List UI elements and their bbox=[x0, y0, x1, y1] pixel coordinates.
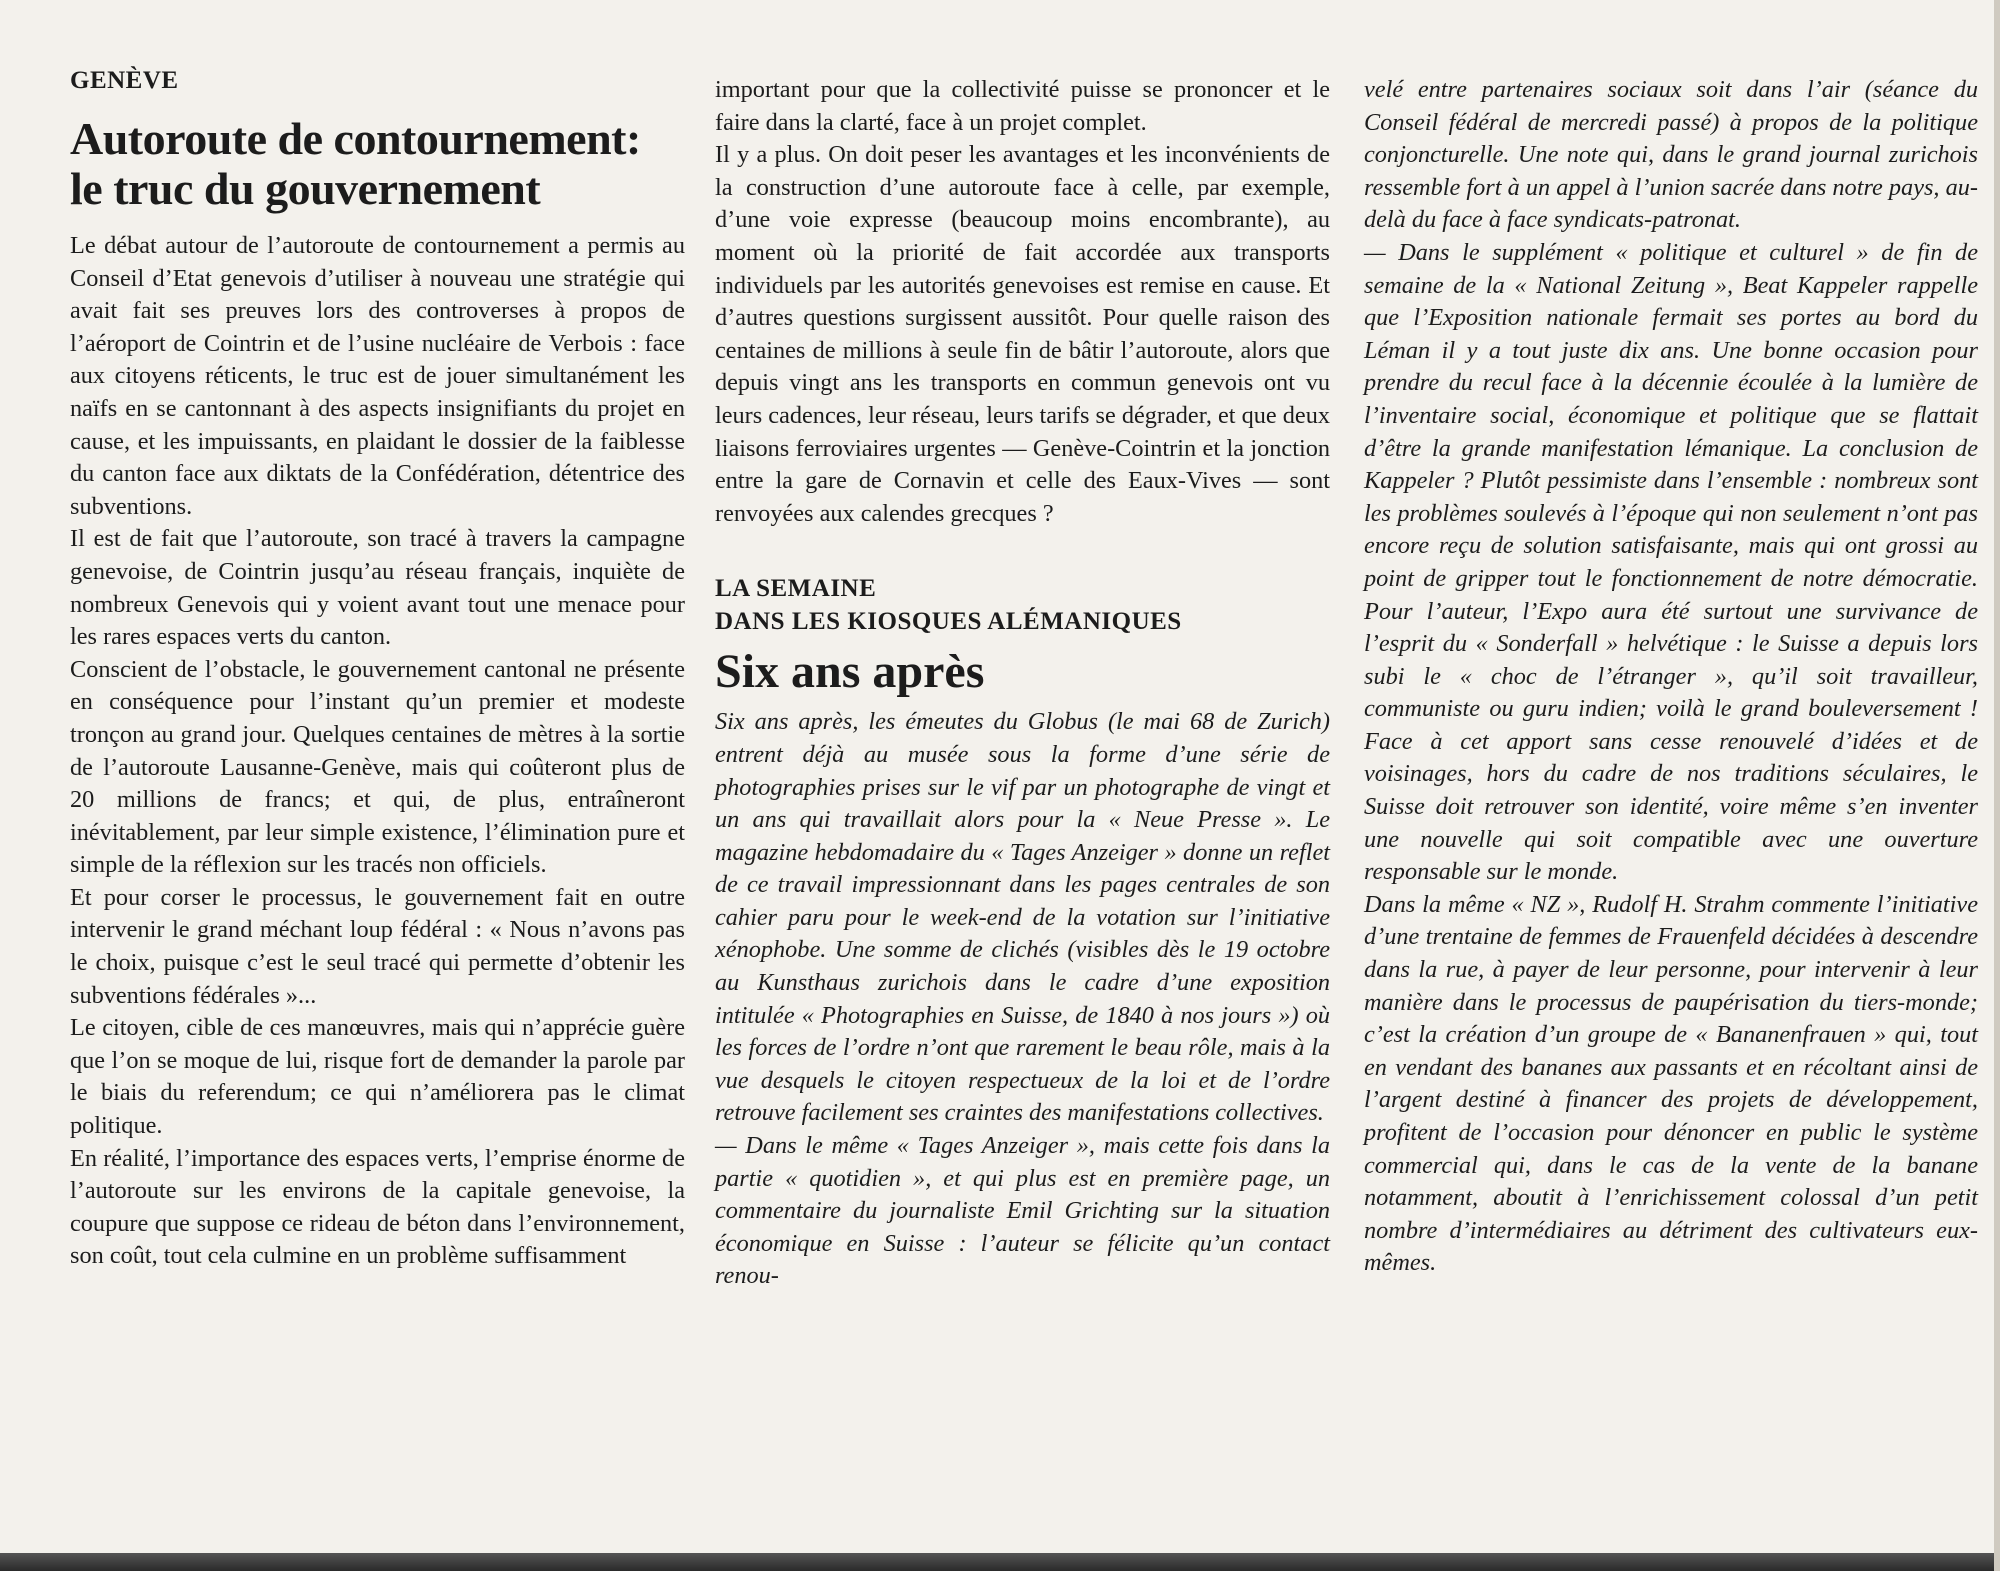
kicker-line-2: DANS LES KIOSQUES ALÉMANIQUES bbox=[715, 608, 1182, 636]
headline-line-1: Autoroute de contournement: bbox=[70, 113, 641, 164]
column-right bbox=[1364, 74, 1978, 1280]
paragraph: — Dans le supplément « politique et culturel » de fin de semaine de la « National Zeitung », Beat Kappeler rappelle que l’Exposition nationale fermait ses portes au bord du Léman il y a tout juste dix ans. Une bonne occasion pour prendre du recul face à la décennie écoulée à la lumière de l’inventaire social, économique et politique que se flattait d’être la grande manifestation lémanique. La conclusion de Kappeler ? Plutôt pessimiste dans l’ensemble : nombreux sont les problèmes soulevés à l’époque qui non seulement n’ont pas encore reçu de solution satisfaisante, mais qui ont grossi au point de gripper tout le fonctionnement de notre démocratie. Pour l’auteur, l’Expo aura été surtout une survivance de l’esprit du « Sonderfall » helvétique : le Suisse a depuis lors subi le « choc de l’étranger », qu’il soit travailleur, communiste ou guru indien; voilà le grand bouleversement ! Face à cet apport sans cesse renouvelé d’idées et de voisinages, hors du cadre de nos traditions séculaires, le Suisse doit retrouver son identité, voire même s’en inventer une nouvelle qui soit compatible avec une ouverture responsable sur le monde. bbox=[1364, 238, 1978, 886]
paragraph: important pour que la collectivité puisse se prononcer et le faire dans la clarté, face à un projet complet. bbox=[715, 76, 1330, 136]
paragraph: Le débat autour de l’autoroute de contournement a permis au Conseil d’Etat genevois d’utiliser à nouveau une stratégie qui avait fait ses preuves lors des controverses à propos de l’aéroport de Cointrin et de l’usine nucléaire de Verbois : face aux citoyens réticents, le truc est de jouer simultanément les naïfs en se cantonnant à des aspects insignifiants du projet en cause, et les impuissants, en plaidant le dossier de la faiblesse du canton face aux diktats de la Confédération, détentrice des subventions. bbox=[70, 232, 685, 520]
paragraph: Et pour corser le processus, le gouvernement fait en outre intervenir le grand méchant loup fédéral : « Nous n’avons pas le choix, puisque c’est le seul tracé qui permette d’obtenir les subventions fédérales »... bbox=[70, 883, 685, 1009]
headline-autoroute bbox=[70, 114, 685, 214]
paragraph: Conscient de l’obstacle, le gouvernement cantonal ne présente en conséquence pour l’instant qu’un premier et modeste tronçon au grand jour. Quelques centaines de mètres à la sortie de l’autoroute Lausanne-Genève, mais qui coûteront plus de 20 millions de francs; et qui, de plus, entraîneront inévitablement, par leur simple existence, l’élimination pure et simple de la réflexion sur les tracés non officiels. bbox=[70, 655, 685, 879]
scan-bottom-edge bbox=[0, 1553, 2000, 1571]
scan-right-edge bbox=[1994, 0, 2000, 1571]
paragraph: En réalité, l’importance des espaces verts, l’emprise énorme de l’autoroute sur les environs de la capitale genevoise, la coupure que suppose ce rideau de béton dans l’environnement, son coût, tout cela culmine en un problème suffisamment bbox=[70, 1144, 685, 1270]
column-middle bbox=[715, 74, 1330, 1293]
paragraph: velé entre partenaires sociaux soit dans l’air (séance du Conseil fédéral de mercredi passé) à propos de la politique conjoncturelle. Une note qui, dans le grand journal zurichois ressemble fort à un appel à l’union sacrée dans notre pays, au-delà du face à face syndicats-patronat. bbox=[1364, 76, 1978, 234]
headline-six-ans-apres: Six ans après bbox=[715, 645, 985, 699]
paragraph: Six ans après, les émeutes du Globus (le mai 68 de Zurich) entrent déjà au musée sous la forme d’une série de photographies prises sur le vif par un photographe de vingt et un ans qui travaillait alors pour la « Neue Presse ». Le magazine hebdomadaire du « Tages Anzeiger » donne un reflet de ce travail impressionnant dans les pages centrales de son cahier paru pour le week-end de la votation sur l’initiative xénophobe. Une somme de clichés (visibles dès le 19 octobre au Kunsthaus zurichois dans le cadre d’une exposition intitulée « Photographies en Suisse, de 1840 à nos jours ») où les forces de l’ordre n’ont que rarement le beau rôle, mais à la vue desquels le citoyen respectueux de la loi et de l’ordre retrouve facilement ses craintes des manifestations collectives. bbox=[715, 708, 1330, 1127]
kicker-line-1: LA SEMAINE bbox=[715, 575, 877, 603]
paragraph: Il y a plus. On doit peser les avantages et les inconvénients de la construction d’une autoroute face à celle, par exemple, d’une voie expresse (beaucoup moins encombrante), au moment où la priorité de fait accordée aux transports individuels par les autorités genevoises est remise en cause. Et d’autres questions surgissent aussitôt. Pour quelle raison des centaines de millions à seule fin de bâtir l’autoroute, alors que depuis vingt ans les transports en commun genevois ont vu leurs cadences, leur réseau, leurs tarifs se dégrader, et que deux liaisons ferroviaires urgentes — Genève-Cointrin et la jonction entre la gare de Cornavin et celle des Eaux-Vives — sont renvoyées aux calendes grecques ? bbox=[715, 141, 1330, 527]
paragraph: — Dans le même « Tages Anzeiger », mais cette fois dans la partie « quotidien », et qui plus est en première page, un commentaire du journaliste Emil Grichting sur la situation économique en Suisse : l’auteur se félicite qu’un contact renou- bbox=[715, 1132, 1330, 1290]
section-kicker-semaine bbox=[715, 572, 1330, 638]
column-left bbox=[70, 66, 685, 1273]
paragraph: Dans la même « NZ », Rudolf H. Strahm commente l’initiative d’une trentaine de femmes de Frauenfeld décidées à descendre dans la rue, à payer de leur personne, pour intervenir à leur manière dans le processus de paupérisation du tiers-monde; c’est la création d’un groupe de « Bananenfrauen » qui, tout en vendant des bananes aux passants et en récoltant ainsi de l’argent destiné à financer des projets de développement, profitent de l’occasion pour dénoncer en public le système commercial qui, dans le cas de la vente de la banane notamment, aboutit à l’enrichissement colossal d’un petit nombre d’intermédiaires au détriment des cultivateurs eux-mêmes. bbox=[1364, 890, 1978, 1277]
headline-line-2: le truc du gouvernement bbox=[70, 163, 541, 214]
section-kicker-geneve: GENÈVE bbox=[70, 67, 179, 94]
paragraph: Le citoyen, cible de ces manœuvres, mais qui n’apprécie guère que l’on se moque de lui, risque fort de demander la parole par le biais du referendum; ce qui n’améliorera pas le climat politique. bbox=[70, 1014, 685, 1140]
paragraph: Il est de fait que l’autoroute, son tracé à travers la campagne genevoise, de Cointrin jusqu’au réseau français, inquiète de nombreux Genevois qui y voient avant tout une menace pour les rares espaces verts du canton. bbox=[70, 525, 685, 651]
